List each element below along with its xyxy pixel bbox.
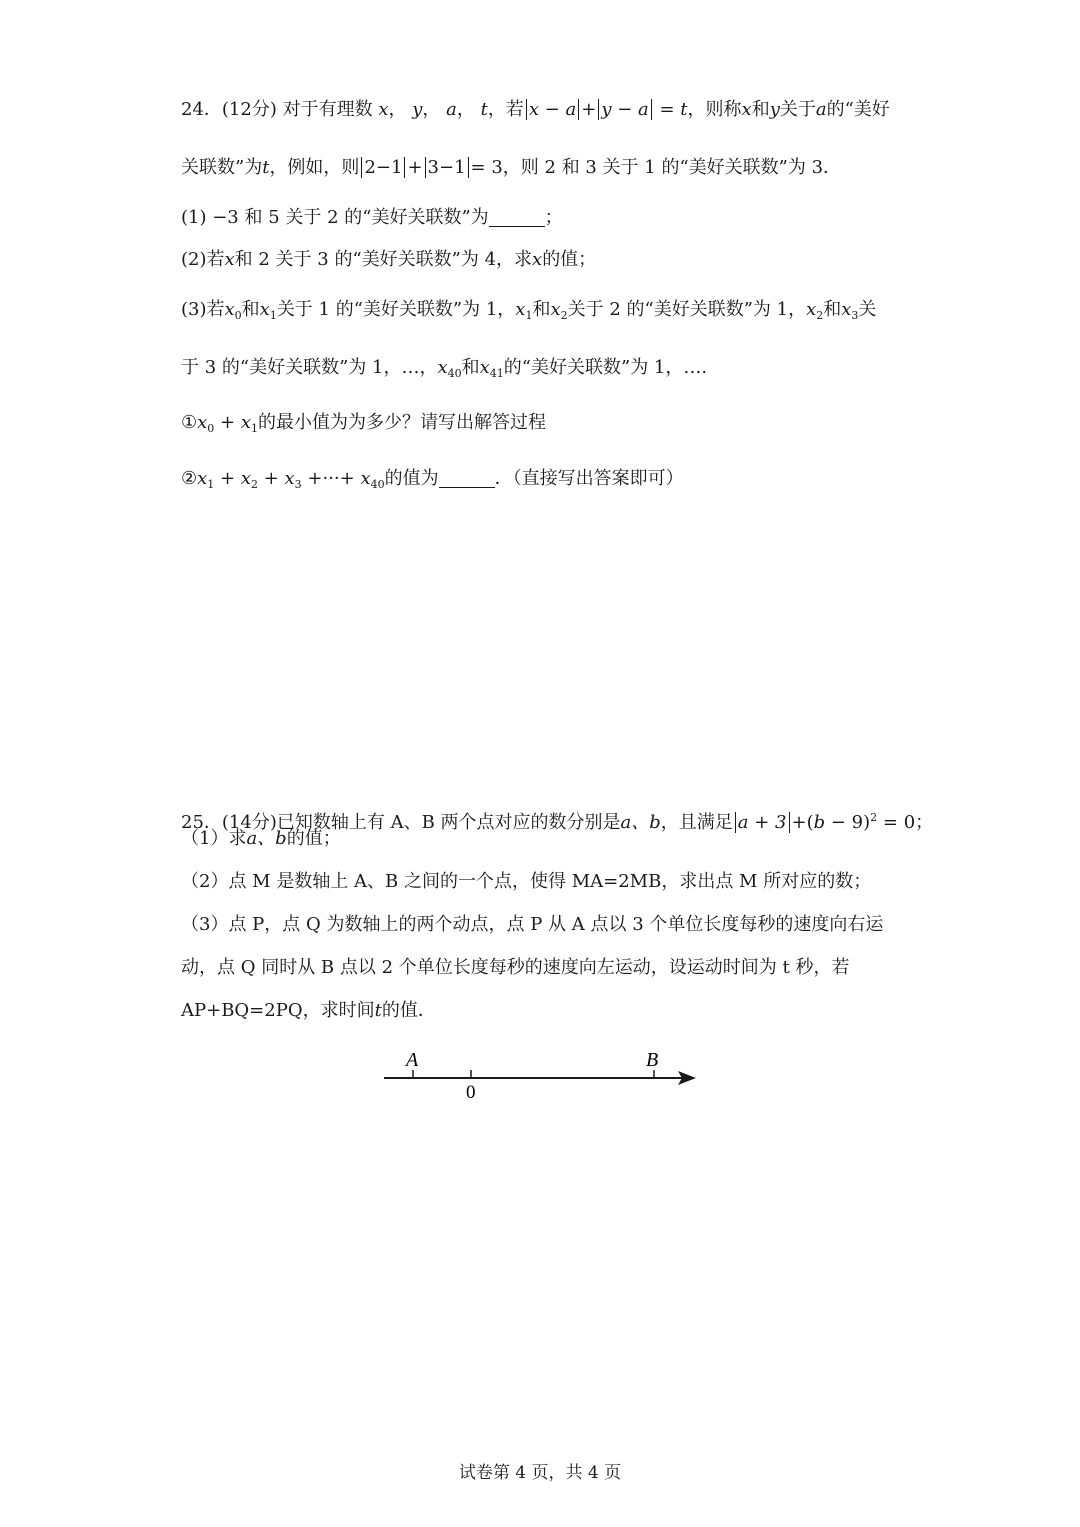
label-zero: 0 xyxy=(466,1082,476,1103)
abs-a-plus-3: a + 3 xyxy=(735,812,790,833)
q24-sub1: $①x_0 + x_1$的最小值为为多少？请写出解答过程 xyxy=(181,412,546,435)
q24-part1: (1) −3 和 5 关于 2 的“美好关联数”为 ； xyxy=(181,207,563,228)
label-a: A xyxy=(406,1049,419,1071)
abs-y-minus-a: y − a xyxy=(598,99,651,120)
q25-header: 25．(14分)已知数轴上有 A、B 两个点对应的数分别是a、b，且满足 $a + 3 +(b - 9)^2 = 0$； xyxy=(181,811,934,833)
q25-part1: （1）求a、b的值； xyxy=(181,828,341,849)
q24-part2: (2)若x和 2 关于 3 的“美好关联数”为 4，求x的值； xyxy=(181,249,597,270)
q25-part2: （2）点 M 是数轴上 A、B 之间的一个点，使得 MA=2MB，求出点 M 所对应的数； xyxy=(181,871,872,892)
q24-sub2: $②x_1 + x_2 + x_3$ +···+ $x_{40}$的值为 ．（直接写出答案即可） xyxy=(181,468,684,491)
q24-line2: 关联数”为t，例如，则 2−1 + 3−1 = 3，则 2 和 3 关于 1 的“美好关联数”为 3． xyxy=(181,157,842,178)
q25-part3-line3: AP+BQ=2PQ，求时间t的值． xyxy=(181,1000,436,1021)
q25-part3-line1: （3）点 P，点 Q 为数轴上的两个动点，点 P 从 A 点以 3 个单位长度每秒的速度向右运 xyxy=(181,914,884,935)
q24-header: 24．(12分) 对于有理数 xyxy=(181,99,373,120)
page-footer: 试卷第 4 页，共 4 页 xyxy=(458,1463,622,1483)
abs-x-minus-a: x − a xyxy=(526,99,579,120)
q24-part3-line2: 于 3 的“美好关联数”为 1，…，$x_{40}$和$x_{41}$的“美好关联数”为 1，…. xyxy=(181,357,708,380)
q24-line1: 24．(12分) 对于有理数 x， y， a， t，若 x − a + y − a = t，则称x和y关于a的“美好 xyxy=(181,99,890,120)
q24-part3-line1: (3)若$x_0$和$x_1$关于 1 的“美好关联数”为 1，$x_1$和$x_2$关于 2 的“美好关联数”为 1，$x_2$和$x_3$关 xyxy=(181,299,877,322)
q25-part3-line2: 动，点 Q 同时从 B 点以 2 个单位长度每秒的速度向左运动，设运动时间为 t 秒，若 xyxy=(181,957,850,978)
label-b: B xyxy=(646,1049,659,1071)
